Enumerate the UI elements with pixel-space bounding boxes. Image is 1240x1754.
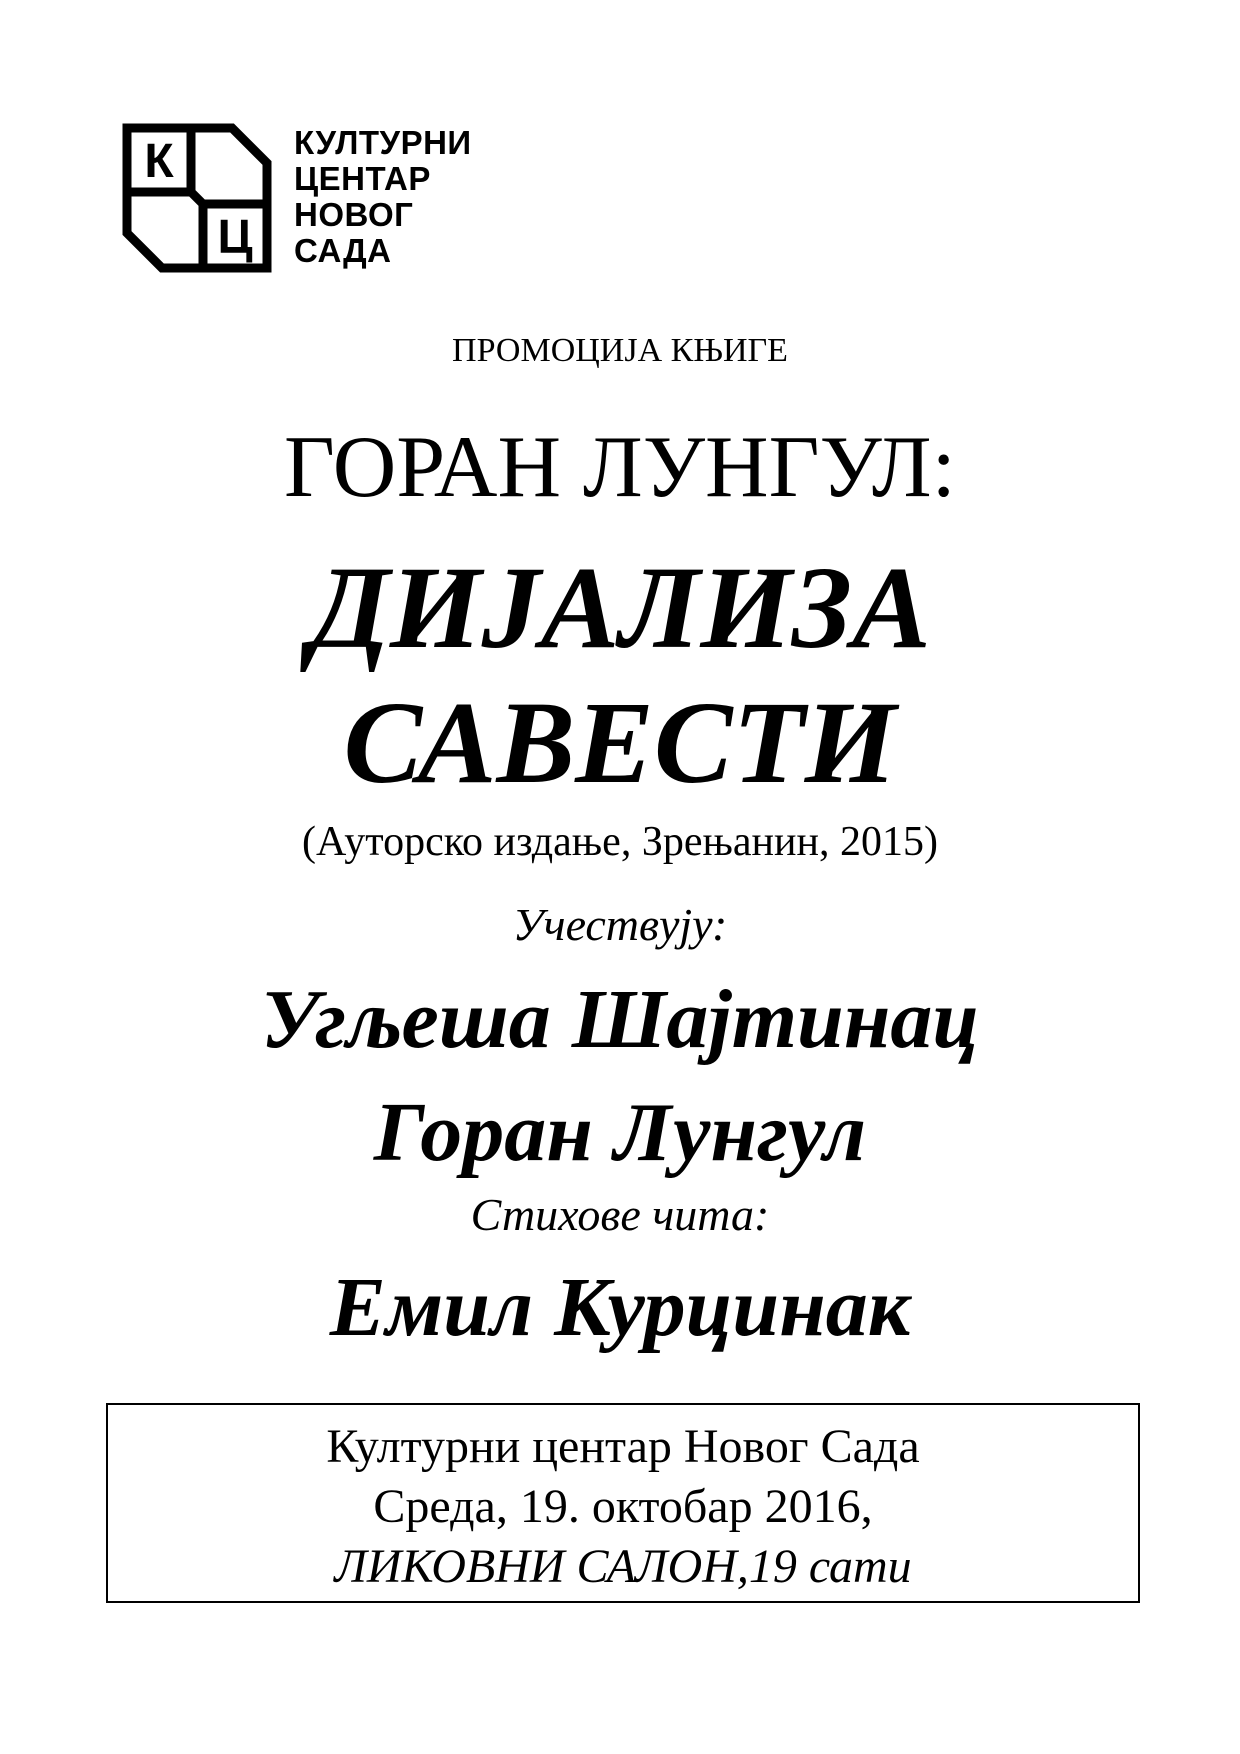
participant-2: Горан Лунгул <box>373 1086 867 1179</box>
reading-label: Стихове чита: <box>470 1189 770 1240</box>
venue-box <box>106 1403 1140 1603</box>
participant-1: Угљеша Шајтинац <box>260 973 980 1066</box>
logo-line-4: САДА <box>294 232 392 269</box>
logo-line-1: КУЛТУРНИ <box>294 124 472 161</box>
logo-wordmark <box>294 125 472 269</box>
kcns-logo-mark <box>122 123 272 273</box>
logo-letter-k: К <box>144 135 174 188</box>
participants-label: Учествују: <box>512 899 728 950</box>
event-type: ПРОМОЦИЈА КЊИГЕ <box>452 332 788 369</box>
event-date: Среда, 19. октобар 2016, <box>373 1480 873 1533</box>
venue-name: Културни центар Новог Сада <box>326 1420 920 1473</box>
book-edition: (Ауторско издање, Зрењанин, 2015) <box>302 819 938 865</box>
book-author: ГОРАН ЛУНГУЛ: <box>284 419 956 516</box>
event-hall-time: ЛИКОВНИ САЛОН,19 сати <box>334 1540 912 1593</box>
book-title-line-2: САВЕСТИ <box>343 677 897 808</box>
logo-line-2: ЦЕНТАР <box>294 160 431 197</box>
reader-name: Емил Курцинак <box>329 1261 911 1354</box>
book-title-line-1: ДИЈАЛИЗА <box>309 542 931 673</box>
kcns-logo <box>122 123 502 273</box>
logo-letter-ts: Ц <box>217 211 253 264</box>
logo-line-3: НОВОГ <box>294 196 414 233</box>
